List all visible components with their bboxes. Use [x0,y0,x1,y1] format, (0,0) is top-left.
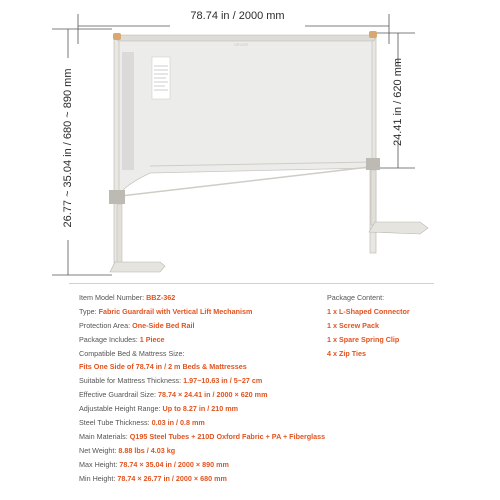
spec-protection-area: Protection Area: One-Side Bed Rail [79,321,195,330]
spec-tube-thickness: Steel Tube Thickness: 0.03 in / 0.8 mm [79,418,205,427]
spec-main-materials: Main Materials: Q195 Steel Tubes + 210D Oxford Fabric + PA + Fiberglass [79,432,326,441]
package-item: 1 x Screw Pack [327,321,379,330]
spec-type: Type: Fabric Guardrail with Vertical Lift Mechanism [79,307,253,316]
spec-guardrail-size: Effective Guardrail Size: 78.74 × 24.41 in / 2000 × 620 mm [79,390,268,399]
total-height-label: 26.77 ~ 35.04 in / 680 ~ 890 mm [62,68,74,228]
product-label-tag [152,57,170,99]
total-height-label-wrap [0,68,159,228]
guardrail-height-label-wrap [348,57,448,147]
spec-net-weight: Net Weight: 8.88 lbs / 4.03 kg [79,446,176,455]
spec-max-height: Max Height: 78.74 × 35.04 in / 2000 × 890 mm [79,460,229,469]
spec-min-height: Min Height: 78.74 × 26.77 in / 2000 × 680 mm [79,474,227,483]
brand-watermark: VEVOR [234,42,249,47]
spec-model-number: Item Model Number: BBZ-362 [79,293,176,302]
section-divider [69,283,434,284]
spec-package-includes: Package Includes: 1 Piece [79,335,165,344]
package-item: 4 x Zip Ties [327,349,367,358]
guardrail-height-label: 24.41 in / 620 mm [392,57,404,147]
spec-height-range: Adjustable Height Range: Up to 8.27 in / 210 mm [79,404,239,413]
width-dimension-label: 78.74 in / 2000 mm [190,10,285,22]
package-content-heading: Package Content: [327,293,385,302]
spec-mattress-thickness: Suitable for Mattress Thickness: 1.97~10.63 in / 5~27 cm [79,376,263,385]
package-item: 1 x Spare Spring Clip [327,335,400,344]
spec-compatible-size-value: Fits One Side of 78.74 in / 2 m Beds & Mattresses [79,362,247,371]
package-item: 1 x L-Shaped Connector [327,307,410,316]
spec-compatible-size-label: Compatible Bed & Mattress Size: [79,349,185,358]
